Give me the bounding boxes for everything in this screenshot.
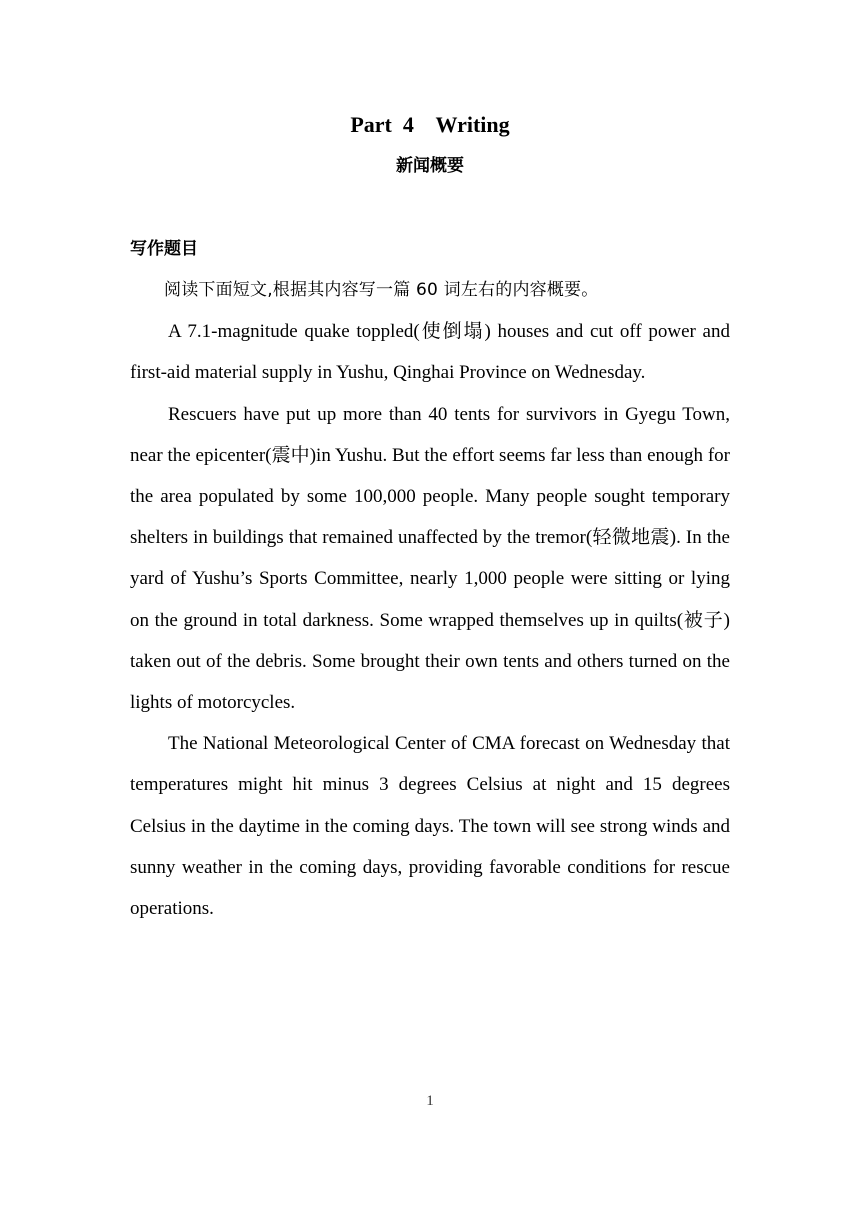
writing-instruction: 阅读下面短文,根据其内容写一篇 60 词左右的内容概要。 bbox=[164, 280, 599, 300]
page-subtitle: 新闻概要 bbox=[396, 156, 464, 176]
page-number: 1 bbox=[426, 1093, 434, 1109]
article-paragraph-3: The National Meteorological Center of CMA forecast on Wednesday that temperatures might hit minus 3 degrees Celsius at night and 15 degrees Celsius in the daytime in the coming days. The town will see strong winds and sunny weather in the coming days, providing favorable conditions for rescue operations. bbox=[130, 733, 730, 920]
article-body bbox=[130, 270, 730, 929]
article-paragraph-1: A 7.1-magnitude quake toppled(使倒塌) houses and cut off power and first-aid material supply in Yushu, Qinghai Province on Wednesday. bbox=[130, 321, 730, 384]
page-title: Part 4 Writing bbox=[350, 112, 510, 137]
section-heading: 写作题目 bbox=[130, 239, 198, 259]
article-paragraph-2: Rescuers have put up more than 40 tents for survivors in Gyegu Town, near the epicenter(震中)in Yushu. But the effort seems far less than enough for the area populated by some 100,000 people. Many people sought temporary shelters in buildings that remained unaffected by the tremor(轻微地震). In the yard of Yushu’s Sports Committee, nearly 1,000 people were sitting or lying on the ground in total darkness. Some wrapped themselves up in quilts(被子) taken out of the debris. Some brought their own tents and others turned on the lights of motorcycles. bbox=[130, 403, 730, 714]
